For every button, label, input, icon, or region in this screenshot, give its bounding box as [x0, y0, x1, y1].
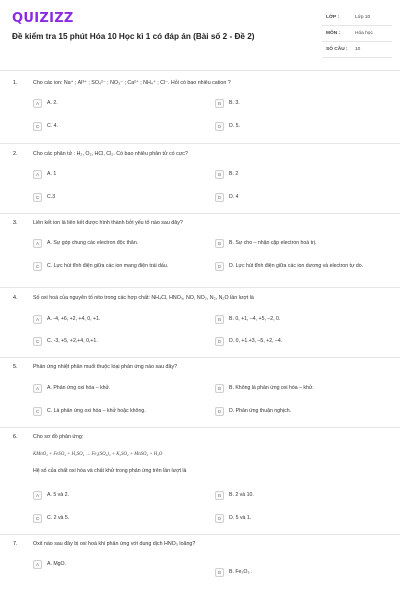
meta-key: LỚP : [326, 15, 340, 20]
option-b[interactable] [215, 384, 390, 393]
option-c[interactable] [33, 407, 208, 416]
question-divider [0, 213, 400, 214]
option-c[interactable] [33, 337, 208, 346]
option-letter: C [33, 262, 42, 271]
option-text: A. 5 và 2. [47, 492, 69, 498]
question-subtext: Hệ số của chất oxi hóa và chất khử trong phản ứng trên lần lượt là [33, 468, 187, 474]
question-number: 2. [13, 151, 18, 157]
option-d[interactable] [215, 407, 390, 416]
question-number: 1. [13, 80, 18, 86]
option-letter: D [215, 407, 224, 416]
option-letter: A [33, 315, 42, 324]
option-b[interactable] [215, 491, 390, 500]
meta-key: MÔN : [326, 31, 341, 36]
option-d[interactable] [215, 122, 390, 131]
option-text: B. Fe₂O₃ . [229, 569, 253, 575]
option-text: A. 2. [47, 100, 58, 106]
option-text: C. Lực hút tĩnh điện giữa các ion mang điện trái dấu. [47, 263, 169, 269]
option-letter: C [33, 337, 42, 346]
option-text: D. 4 [229, 194, 239, 200]
option-text: B. Sự cho – nhận cặp electron hoá trị. [229, 240, 317, 246]
question-text: Cho các phân tử : H₂, O₂, HCl, Cl₂. Có bao nhiêu phân tử có cực? [33, 151, 188, 157]
option-text: C. -3, +5, +2,+4, 0,+1. [47, 338, 98, 344]
question-text: Liên kết ion là liên kết được hình thành bởi yếu tố nào sau đây? [33, 220, 183, 226]
option-b[interactable] [215, 239, 390, 248]
question-text: Phản ứng nhiệt phân muối thuộc loại phản ứng nào sau đây? [33, 364, 178, 370]
option-letter: A [33, 491, 42, 500]
question-text: Cho các ion: Na⁺ ; Al³⁺ ; SO₄²⁻ ; NO₃⁻ ; Ca²⁺ ; NH₄⁺ ; Cl⁻. Hỏi có bao nhiêu cation ? [33, 80, 231, 86]
option-letter: A [33, 99, 42, 108]
option-b[interactable] [215, 170, 390, 179]
option-letter: D [215, 514, 224, 523]
quizizz-logo[interactable]: QUIZIZZ [12, 11, 74, 26]
reaction-equation: KMnO₄ + FeSO₄ + H₂SO₄ → Fe₂(SO₄)₃ + K₂SO₄ + MnSO₄ + H₂O [33, 452, 163, 457]
option-d[interactable] [215, 262, 390, 271]
question-divider [0, 534, 400, 535]
option-letter: B [215, 315, 224, 324]
option-letter: D [215, 337, 224, 346]
option-letter: C [33, 407, 42, 416]
option-letter: B [215, 491, 224, 500]
worksheet-header [0, 0, 400, 71]
option-text: C. 4. [47, 123, 58, 129]
option-text: B. 2 và 10. [229, 492, 254, 498]
option-letter: B [215, 568, 224, 577]
option-text: D. Phản ứng thuận nghịch. [229, 408, 292, 414]
option-letter: D [215, 262, 224, 271]
option-letter: B [215, 384, 224, 393]
option-letter: C [33, 122, 42, 131]
option-text: A. MgO. [47, 561, 67, 567]
option-text: D. 5. [229, 123, 240, 129]
option-letter: B [215, 170, 224, 179]
option-d[interactable] [215, 514, 390, 523]
worksheet-title: Đề kiểm tra 15 phút Hóa 10 Học kì 1 có đáp án (Bài số 2 - Đề 2) [12, 32, 255, 41]
meta-row-subject [322, 26, 392, 42]
option-text: A. Sự góp chung các electron độc thân. [47, 240, 139, 246]
question-divider [0, 427, 400, 428]
option-letter: A [33, 239, 42, 248]
option-letter: A [33, 384, 42, 393]
question-divider [0, 357, 400, 358]
question-number: 7. [13, 541, 18, 547]
option-letter: B [215, 239, 224, 248]
option-letter: B [215, 99, 224, 108]
question-text: Cho sơ đồ phản ứng: [33, 434, 84, 440]
meta-value: Hóa học [355, 31, 373, 36]
option-text: B. 3. [229, 100, 240, 106]
option-a[interactable] [33, 170, 208, 179]
option-text: B. 2 [229, 171, 239, 177]
option-text: C.3 [47, 194, 56, 200]
option-letter: A [33, 560, 42, 569]
option-a[interactable] [33, 99, 208, 108]
option-text: C. Là phản ứng oxi hóa – khử hoặc không. [47, 408, 146, 414]
option-c[interactable] [33, 122, 208, 131]
question-divider [0, 143, 400, 144]
meta-value: Lớp 10 [355, 15, 371, 20]
option-text: A. -4, +6, +2, +4, 0, +1. [47, 316, 101, 322]
question-divider [0, 287, 400, 288]
worksheet-meta [322, 10, 392, 58]
option-letter: A [33, 170, 42, 179]
option-letter: D [215, 122, 224, 131]
option-a[interactable] [33, 560, 208, 569]
question-number: 6. [13, 434, 18, 440]
option-a[interactable] [33, 384, 208, 393]
question-text: Oxit nào sau đây bị oxi hoá khi phản ứng với dung dịch HNO₃ loãng? [33, 541, 196, 547]
option-a[interactable] [33, 239, 208, 248]
meta-value: 10 [355, 47, 361, 52]
option-b[interactable] [215, 99, 390, 108]
option-c[interactable] [33, 514, 208, 523]
option-d[interactable] [215, 337, 390, 346]
option-letter: C [33, 193, 42, 202]
question-text: Số oxi hoá của nguyên tố nito trong các hợp chất: NH₄Cl, HNO₃, NO, NO₂, N₂, N₂O lần lượt là [33, 295, 254, 301]
option-text: B. Không là phản ứng oxi hóa – khử. [229, 385, 314, 391]
question-number: 3. [13, 220, 18, 226]
option-text: C. 2 và 5. [47, 515, 70, 521]
question-number: 5. [13, 364, 18, 370]
option-b[interactable] [215, 568, 390, 577]
option-text: D. 0, +1.+3, –5, +2, –4. [229, 338, 283, 344]
option-text: D. 5 và 1. [229, 515, 252, 521]
question-number: 4. [13, 295, 18, 301]
option-a[interactable] [33, 315, 208, 324]
option-d[interactable] [215, 193, 390, 202]
meta-row-class [322, 10, 392, 26]
option-c[interactable] [33, 262, 208, 271]
option-a[interactable] [33, 491, 208, 500]
option-text: D. Lực hút tĩnh điện giữa các ion dương và electron tự do. [229, 263, 364, 269]
option-letter: C [33, 514, 42, 523]
option-text: A. Phản ứng oxi hóa – khử. [47, 385, 111, 391]
option-b[interactable] [215, 315, 390, 324]
option-c[interactable] [33, 193, 208, 202]
option-letter: D [215, 193, 224, 202]
option-text: B. 0, +1, –4, +5, –2, 0. [229, 316, 281, 322]
option-text: A. 1 [47, 171, 57, 177]
meta-row-question-count [322, 42, 392, 58]
meta-key: SỐ CÂU : [326, 47, 348, 52]
